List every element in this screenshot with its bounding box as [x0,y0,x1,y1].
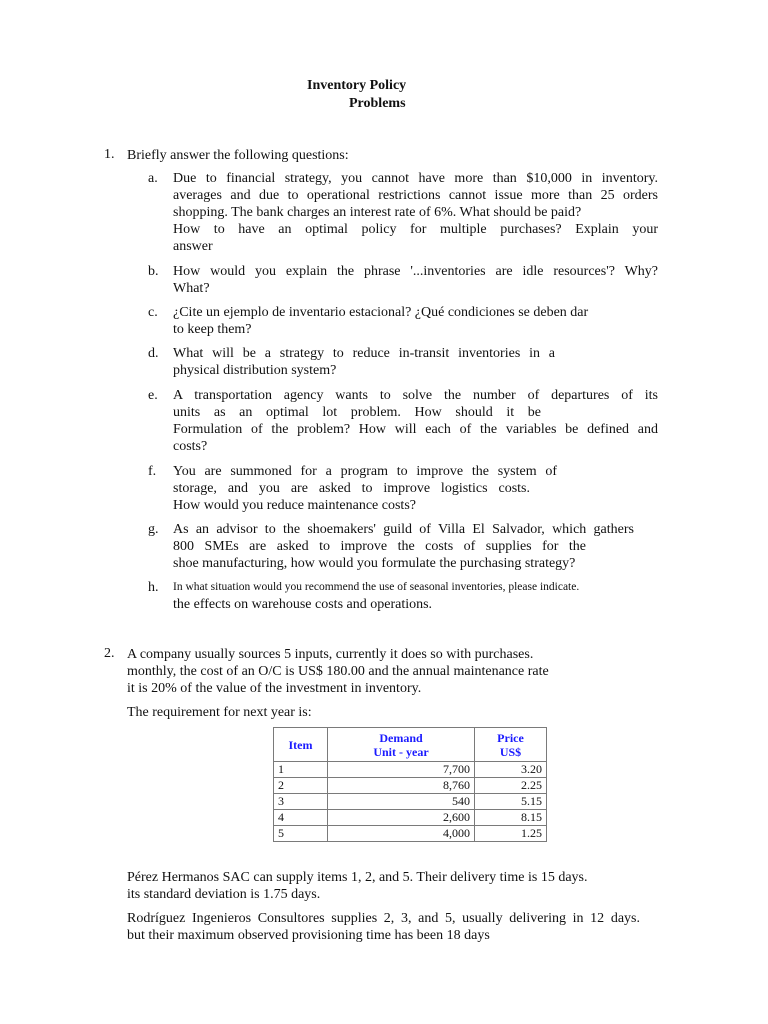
cell-price: 8.15 [475,810,547,826]
question-1h-line: In what situation would you recommend the use of seasonal inventories, please indicate. [173,581,580,593]
requirement-line: The requirement for next year is: [127,705,312,720]
question-1-number: 1. [104,147,115,162]
question-1e [148,387,658,455]
table-row [274,778,547,794]
header-demand [328,728,475,762]
question-1g-line: As an advisor to the shoemakers' guild of Villa El Salvador, which gathers [173,522,634,537]
question-1a-line: answer [173,239,213,254]
rodriguez-paragraph [127,910,647,944]
question-1f-line: storage, and you are asked to improve logistics costs. [173,481,530,496]
header-price [475,728,547,762]
header-price-line2: US$ [499,744,522,759]
perez-paragraph [127,869,647,903]
question-1g-letter: g. [148,522,159,537]
question-1a [148,170,658,255]
question-1e-line: costs? [173,439,208,454]
question-1g [148,521,658,572]
header-item-label: Item [288,737,313,752]
question-1a-line: averages and due to operational restrictions cannot issue more than 25 orders [173,188,658,203]
header-demand-line2: Unit - year [373,744,429,759]
cell-item: 4 [274,810,328,826]
cell-item: 5 [274,826,328,842]
question-1a-line: shopping. The bank charges an interest rate of 6%. What should be paid? [173,205,582,220]
question-2-number: 2. [104,646,115,661]
cell-item: 2 [274,778,328,794]
question-2-line: A company usually sources 5 inputs, currently it does so with purchases. [127,647,534,662]
question-1d-line: What will be a strategy to reduce in-transit inventories in a [173,346,555,361]
question-2-line: monthly, the cost of an O/C is US$ 180.00 and the annual maintenance rate [127,664,549,679]
question-1a-letter: a. [148,171,158,186]
question-1h-letter: h. [148,580,159,595]
question-1b-line: How would you explain the phrase '...inventories are idle resources'? Why? [173,264,658,279]
cell-price: 2.25 [475,778,547,794]
cell-item: 3 [274,794,328,810]
question-2-line: it is 20% of the value of the investment in inventory. [127,681,422,696]
question-1e-line: units as an optimal lot problem. How should it be [173,405,541,420]
question-1f-line: How would you reduce maintenance costs? [173,498,416,513]
question-1h [148,579,658,613]
question-1-text: Briefly answer the following questions: [127,148,349,163]
cell-price: 3.20 [475,762,547,778]
question-1a-line: Due to financial strategy, you cannot have more than $10,000 in inventory. [173,171,658,186]
question-1c-line: to keep them? [173,322,252,337]
question-1c-line: ¿Cite un ejemplo de inventario estacional? ¿Qué condiciones se deben dar [173,305,589,320]
header-demand-line1: Demand [379,730,423,745]
cell-demand: 7,700 [328,762,475,778]
table-row [274,826,547,842]
perez-line: its standard deviation is 1.75 days. [127,887,321,902]
rodriguez-line: but their maximum observed provisioning time has been 18 days [127,928,490,943]
cell-price: 1.25 [475,826,547,842]
question-1b-line: What? [173,281,210,296]
question-1e-line: A transportation agency wants to solve the number of departures of its [173,388,658,403]
question-1b-letter: b. [148,264,159,279]
question-1e-line: Formulation of the problem? How will each of the variables be defined and [173,422,658,437]
table-header-row [274,728,547,762]
question-1d-letter: d. [148,346,159,361]
question-1c-letter: c. [148,305,158,320]
perez-line: Pérez Hermanos SAC can supply items 1, 2, and 5. Their delivery time is 15 days. [127,870,588,885]
cell-demand: 8,760 [328,778,475,794]
question-1f-line: You are summoned for a program to improve the system of [173,464,557,479]
question-1f [148,463,658,514]
requirement-table [273,727,547,842]
cell-demand: 2,600 [328,810,475,826]
question-1d-line: physical distribution system? [173,363,337,378]
question-1c [148,304,658,338]
rodriguez-line: Rodríguez Ingenieros Consultores supplies 2, 3, and 5, usually delivering in 12 days. [127,911,640,926]
table-row [274,794,547,810]
header-price-line1: Price [497,730,524,745]
cell-demand: 4,000 [328,826,475,842]
question-2-text [127,646,647,697]
question-1g-line: 800 SMEs are asked to improve the costs of supplies for the [173,539,586,554]
question-1a-line: How to have an optimal policy for multiple purchases? Explain your [173,222,658,237]
table-row [274,810,547,826]
header-item [274,728,328,762]
title-line-2: Problems [349,96,406,111]
requirement-text [127,704,647,721]
question-1d [148,345,658,379]
table-row [274,762,547,778]
question-1g-line: shoe manufacturing, how would you formulate the purchasing strategy? [173,556,576,571]
title-line-1: Inventory Policy [307,78,407,93]
cell-price: 5.15 [475,794,547,810]
question-1f-letter: f. [148,464,157,479]
question-1h-line: the effects on warehouse costs and operations. [173,597,433,612]
cell-demand: 540 [328,794,475,810]
cell-item: 1 [274,762,328,778]
question-1e-letter: e. [148,388,158,403]
question-1b [148,263,658,297]
